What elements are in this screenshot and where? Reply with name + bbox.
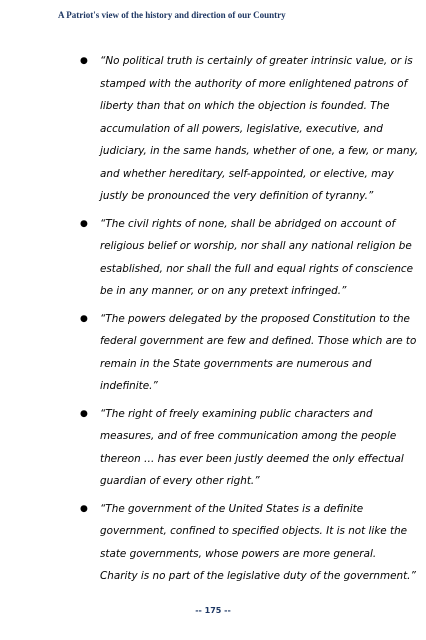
list-item bbox=[80, 50, 419, 208]
page-number: -- 175 -- bbox=[195, 606, 231, 615]
quote-line: federal government are few and defined. Those which are to bbox=[100, 335, 417, 347]
quote-line: remain in the State governments are numerous and bbox=[100, 357, 372, 370]
quote-line: “The powers delegated by the proposed Constitution to the bbox=[100, 312, 410, 325]
bullet-icon: ● bbox=[80, 218, 88, 229]
quote-line: accumulation of all powers, legislative, executive, and bbox=[100, 122, 383, 135]
quote-line: government, confined to specified objects. It is not like the bbox=[100, 525, 408, 537]
quote-line: established, nor shall the full and equal rights of conscience bbox=[100, 262, 414, 275]
quote-line: measures, and of free communication among the people bbox=[100, 430, 397, 442]
list-item bbox=[80, 498, 416, 588]
running-header: A Patriot's view of the history and direction of our Country bbox=[58, 10, 286, 20]
quote-line: guardian of every other right.” bbox=[100, 475, 260, 487]
quote-line: be in any manner, or on any pretext infringed.” bbox=[100, 285, 347, 297]
bullet-icon: ● bbox=[80, 313, 88, 324]
quote-line: liberty than that on which the objection is founded. The bbox=[100, 100, 390, 112]
list-item bbox=[80, 213, 414, 303]
bullet-icon: ● bbox=[80, 408, 88, 419]
quote-line: religious belief or worship, nor shall any national religion be bbox=[100, 240, 412, 252]
quote-line: thereon … has ever been justly deemed the only effectual bbox=[100, 452, 404, 465]
quote-list bbox=[80, 50, 419, 593]
quote-line: and whether hereditary, self-appointed, or elective, may bbox=[100, 167, 394, 180]
bullet-icon: ● bbox=[80, 503, 88, 514]
quote-line: stamped with the authority of more enlightened patrons of bbox=[100, 77, 408, 90]
list-item bbox=[80, 403, 406, 493]
quote-line: “The civil rights of none, shall be abridged on account of bbox=[100, 217, 396, 230]
quote-line: state governments, whose powers are more general. bbox=[100, 547, 377, 560]
bullet-icon: ● bbox=[80, 56, 88, 66]
quote-line: justly be pronounced the very definition of tyranny.” bbox=[100, 190, 374, 202]
quote-line: “No political truth is certainly of greater intrinsic value, or is bbox=[100, 55, 413, 67]
quote-line: indefinite.” bbox=[100, 380, 158, 392]
quote-line: Charity is no part of the legislative duty of the government.” bbox=[100, 570, 416, 582]
quote-line: judiciary, in the same hands, whether of one, a few, or many, bbox=[100, 145, 419, 157]
list-item bbox=[80, 308, 417, 398]
quote-line: “The government of the United States is a definite bbox=[100, 502, 364, 515]
quote-line: “The right of freely examining public characters and bbox=[100, 407, 373, 420]
